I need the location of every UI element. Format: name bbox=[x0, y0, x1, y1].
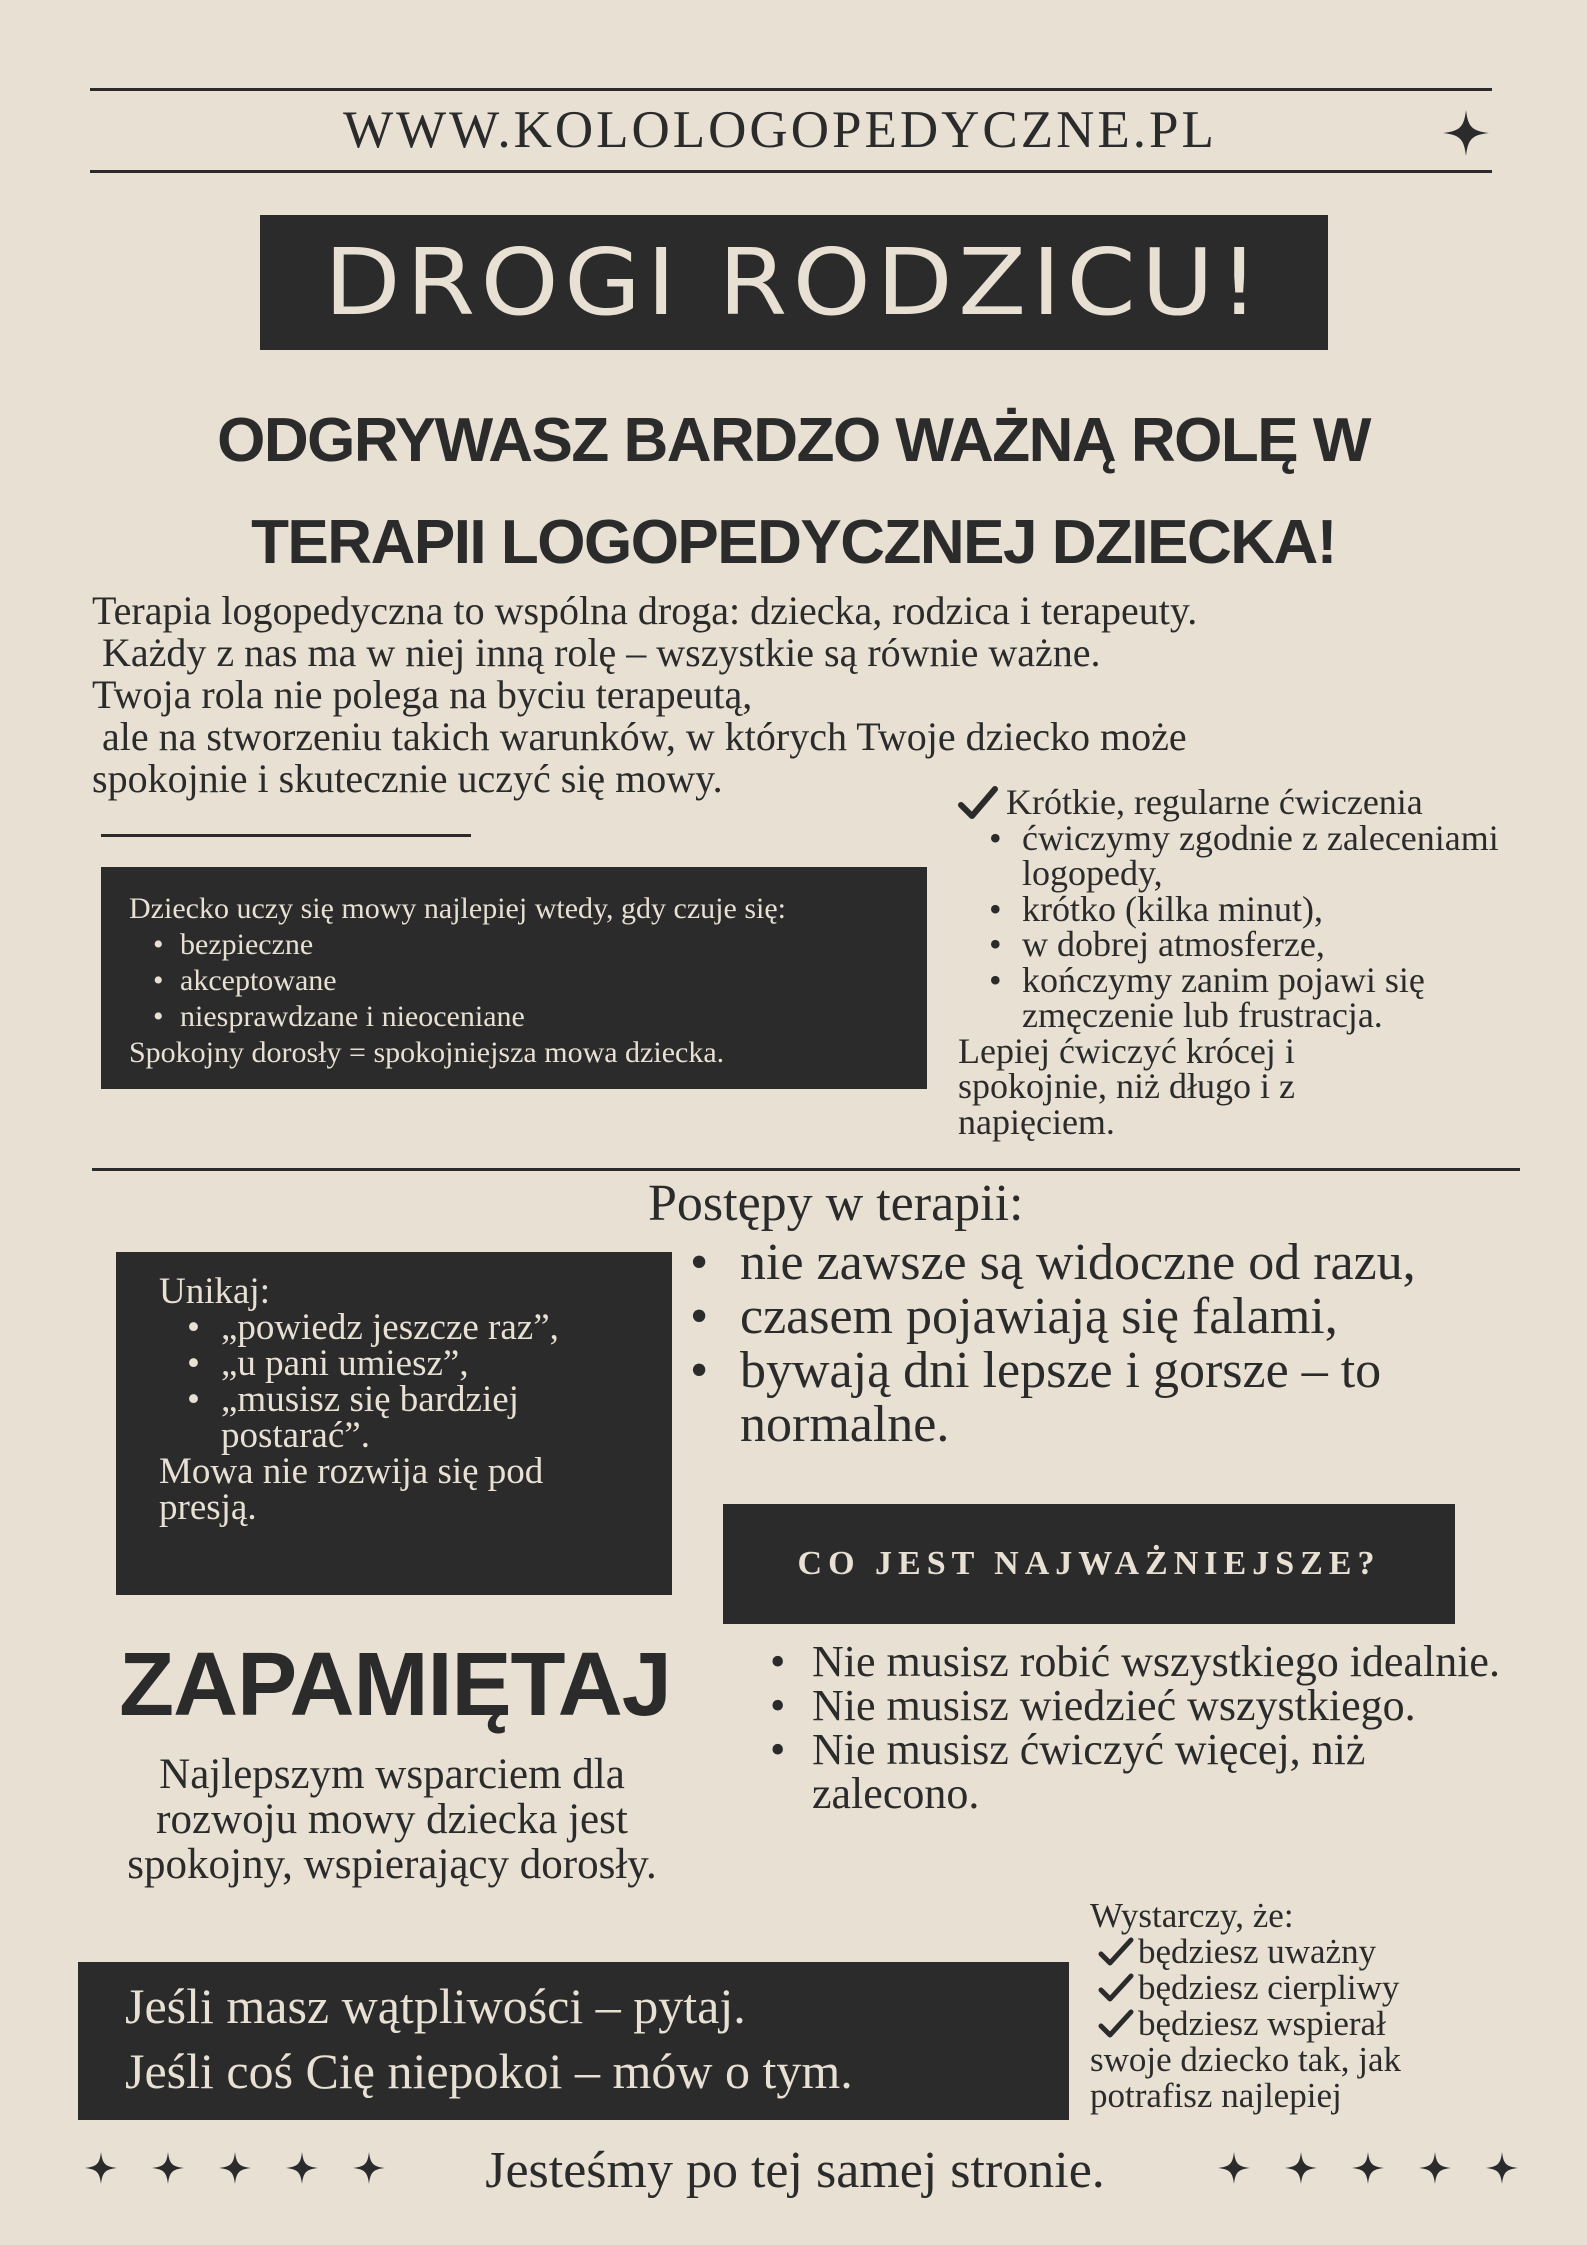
safe-box-lead: Dziecko uczy się mowy najlepiej wtedy, gdy czuje się: bbox=[129, 892, 786, 925]
list-item: • krótko (kilka minut), bbox=[958, 892, 1518, 928]
list-item: • Nie musisz ćwiczyć więcej, niż zalecono. bbox=[770, 1728, 1530, 1816]
footer-stars-left bbox=[85, 2152, 385, 2184]
intro-line: Każdy z nas ma w niej inną rolę – wszystkie są równie ważne. bbox=[92, 630, 1101, 675]
list-item: • „u pani umiesz”, bbox=[159, 1346, 599, 1382]
header-bottom-rule bbox=[90, 170, 1492, 173]
list-item: • niesprawdzane i nieoceniane bbox=[129, 999, 927, 1035]
enough-item bbox=[1090, 1970, 1560, 2006]
enough-item bbox=[1090, 1934, 1560, 1970]
exercises-heading: Krótkie, regularne ćwiczenia bbox=[1006, 782, 1423, 822]
list-item: • „powiedz jeszcze raz”, bbox=[159, 1310, 599, 1346]
exercises-list bbox=[958, 817, 1518, 1035]
list-item: • nie zawsze są widoczne od razu, bbox=[690, 1236, 1540, 1290]
star-icon bbox=[1419, 2152, 1451, 2184]
safe-feeling-box bbox=[101, 867, 927, 1089]
list-item: • bezpieczne bbox=[129, 927, 927, 963]
check-icon bbox=[1098, 1973, 1134, 2003]
remember-text: Najlepszym wsparciem dla rozwoju mowy dziecka jest spokojny, wspierający dorosły. bbox=[127, 1751, 657, 1888]
enough-item-label: będziesz cierpliwy bbox=[1138, 1968, 1400, 2007]
intro-line: Twoja rola nie polega na byciu terapeutą, bbox=[92, 672, 753, 717]
star-icon bbox=[1352, 2152, 1384, 2184]
star-icon bbox=[1486, 2152, 1518, 2184]
list-item: • w dobrej atmosferze, bbox=[958, 927, 1518, 963]
title-banner bbox=[260, 215, 1328, 350]
headline-line: TERAPII LOGOPEDYCZNEJ DZIECKA! bbox=[251, 508, 1336, 577]
questions-box bbox=[78, 1962, 1069, 2120]
progress-title: Postępy w terapii: bbox=[648, 1175, 1024, 1232]
headline bbox=[60, 390, 1527, 594]
list-item: • czasem pojawiają się falami, bbox=[690, 1290, 1540, 1344]
progress-list bbox=[690, 1236, 1540, 1452]
footer-text: Jesteśmy po tej samej stronie. bbox=[485, 2142, 1105, 2199]
star-icon bbox=[1218, 2152, 1250, 2184]
short-divider bbox=[101, 834, 471, 837]
avoid-box-lead: Unikaj: bbox=[159, 1271, 270, 1312]
star-icon bbox=[1285, 2152, 1317, 2184]
important-banner bbox=[723, 1504, 1455, 1624]
important-list bbox=[770, 1637, 1530, 1818]
sparkle-icon bbox=[1443, 110, 1489, 156]
exercises-closing: Lepiej ćwiczyć krócej i spokojnie, niż długo i z napięciem. bbox=[958, 1030, 1295, 1142]
list-item: • Nie musisz wiedzieć wszystkiego. bbox=[770, 1684, 1530, 1728]
check-icon bbox=[1098, 2009, 1134, 2039]
star-icon bbox=[219, 2152, 251, 2184]
star-icon bbox=[353, 2152, 385, 2184]
list-item: • Nie musisz robić wszystkiego idealnie. bbox=[770, 1640, 1530, 1684]
page-title: DROGI RODZICU! bbox=[323, 228, 1265, 336]
middle-divider bbox=[92, 1168, 1520, 1171]
list-item: • akceptowane bbox=[129, 963, 927, 999]
intro-line: spokojnie i skutecznie uczyć się mowy. bbox=[92, 756, 723, 801]
enough-item bbox=[1090, 2006, 1560, 2042]
footer-stars-right bbox=[1218, 2152, 1518, 2184]
star-icon bbox=[152, 2152, 184, 2184]
important-heading: CO JEST NAJWAŻNIEJSZE? bbox=[797, 1545, 1381, 1582]
star-icon bbox=[286, 2152, 318, 2184]
list-item: • „musisz się bardziej postarać”. bbox=[159, 1382, 599, 1454]
avoid-box-list bbox=[159, 1307, 599, 1456]
intro-paragraph bbox=[92, 590, 1492, 800]
avoid-box bbox=[116, 1252, 672, 1595]
questions-line: Jeśli coś Cię niepokoi – mów o tym. bbox=[125, 2043, 853, 2099]
check-icon bbox=[1098, 1937, 1134, 1967]
safe-box-closing: Spokojny dorosły = spokojniejsza mowa dziecka. bbox=[129, 1036, 725, 1069]
intro-line: Terapia logopedyczna to wspólna droga: dziecka, rodzica i terapeuty. bbox=[92, 588, 1198, 633]
enough-section bbox=[1090, 1898, 1560, 2114]
list-item: • kończymy zanim pojawi się zmęczenie lub frustracja. bbox=[958, 963, 1518, 1034]
headline-line: ODGRYWASZ BARDZO WAŻNĄ ROLĘ W bbox=[217, 406, 1370, 475]
remember-title: ZAPAMIĘTAJ bbox=[119, 1635, 671, 1735]
top-rule bbox=[90, 88, 1492, 91]
site-url[interactable]: WWW.KOLOLOGOPEDYCZNE.PL bbox=[343, 101, 1217, 159]
list-item: • bywają dni lepsze i gorsze – to normalne. bbox=[690, 1344, 1540, 1452]
check-icon bbox=[958, 786, 998, 820]
safe-box-list bbox=[129, 927, 927, 1035]
enough-lead: Wystarczy, że: bbox=[1090, 1896, 1294, 1935]
list-item: • ćwiczymy zgodnie z zaleceniami logopedy, bbox=[958, 821, 1518, 892]
star-icon bbox=[85, 2152, 117, 2184]
exercises-section bbox=[958, 782, 1518, 1142]
questions-line: Jeśli masz wątpliwości – pytaj. bbox=[125, 1978, 746, 2034]
enough-item-label: będziesz wspierał bbox=[1138, 2004, 1386, 2043]
intro-line: ale na stworzeniu takich warunków, w których Twoje dziecko może bbox=[92, 714, 1187, 759]
enough-closing: swoje dziecko tak, jak potrafisz najlepiej bbox=[1090, 2040, 1402, 2115]
enough-item-label: będziesz uważny bbox=[1138, 1932, 1377, 1971]
avoid-box-closing: Mowa nie rozwija się pod presją. bbox=[159, 1451, 544, 1528]
